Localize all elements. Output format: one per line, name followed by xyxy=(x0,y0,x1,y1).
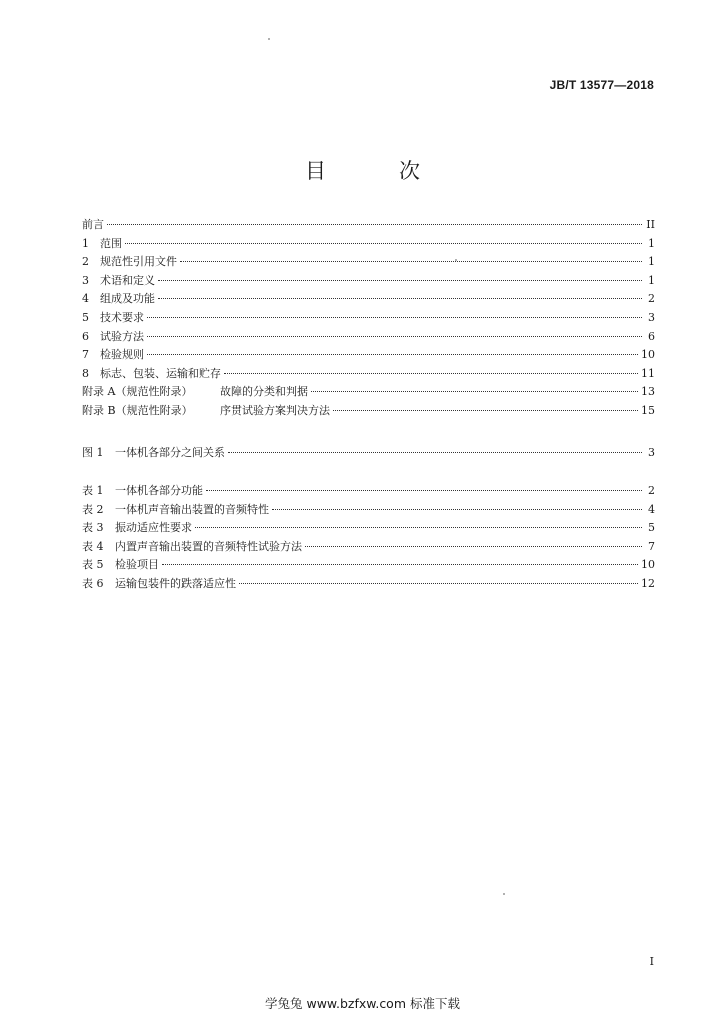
toc-entry-label: 振动适应性要求 xyxy=(115,521,192,535)
toc-entry-page: 6 xyxy=(648,329,655,343)
toc-entry-label: 标志、包装、运输和贮存 xyxy=(100,366,221,380)
toc-entry-number: 6 xyxy=(82,329,89,343)
toc-entry-label: 组成及功能 xyxy=(100,292,155,306)
scan-speck xyxy=(268,38,270,40)
toc-entry-number: 表 3 xyxy=(82,521,104,535)
toc-entry-label: 一体机各部分功能 xyxy=(115,484,203,497)
toc-leader-dots xyxy=(206,490,642,491)
toc-entry-3[interactable] xyxy=(82,272,655,291)
toc-entry-foreword[interactable] xyxy=(82,216,655,235)
toc-entry-label: 运输包装件的跌落适应性 xyxy=(115,576,236,590)
toc-leader-dots xyxy=(224,373,638,374)
toc-entry-page: 2 xyxy=(648,292,655,306)
toc-leader-dots xyxy=(162,564,638,565)
toc-entry-8[interactable] xyxy=(82,365,655,384)
toc-entry-page: 1 xyxy=(648,273,655,287)
toc-entry-table-1[interactable] xyxy=(82,482,655,501)
toc-entry-page: 10 xyxy=(641,348,655,362)
toc-leader-dots xyxy=(180,261,642,262)
toc-entry-figure-1[interactable] xyxy=(82,444,655,463)
toc-entry-page: II xyxy=(646,218,655,231)
toc-leader-dots xyxy=(311,391,638,392)
toc-entry-label: 检验规则 xyxy=(100,348,144,362)
toc-entry-appendix-a[interactable] xyxy=(82,383,655,402)
toc-entry-page: 3 xyxy=(648,310,655,324)
standard-code: JB/T 13577—2018 xyxy=(549,78,654,92)
toc-entry-number: 1 xyxy=(82,236,89,250)
toc-leader-dots xyxy=(239,583,638,584)
toc-leader-dots xyxy=(147,336,642,337)
toc-appendix-number: 附录 A（规范性附录） xyxy=(82,385,193,399)
toc-leader-dots xyxy=(305,546,642,547)
toc-entry-appendix-b[interactable] xyxy=(82,402,655,421)
toc-leader-dots xyxy=(333,410,638,411)
toc-entry-5[interactable] xyxy=(82,309,655,328)
toc-leader-dots xyxy=(125,243,642,244)
scan-speck xyxy=(455,259,457,261)
toc-entry-label: 内置声音输出装置的音频特性试验方法 xyxy=(115,539,302,553)
toc-leader-dots xyxy=(272,509,642,510)
toc-entry-page: 5 xyxy=(648,521,655,535)
toc-leader-dots xyxy=(147,354,638,355)
toc-entry-2[interactable] xyxy=(82,253,655,272)
toc-entry-page: 11 xyxy=(641,366,655,380)
toc-entry-table-4[interactable] xyxy=(82,538,655,557)
toc-entry-page: 4 xyxy=(648,502,655,516)
toc-leader-dots xyxy=(195,527,642,528)
toc-leader-dots xyxy=(228,452,642,453)
toc-entry-7[interactable] xyxy=(82,346,655,365)
toc-entry-label: 规范性引用文件 xyxy=(100,255,177,269)
scan-speck xyxy=(503,893,505,895)
toc-entry-page: 10 xyxy=(641,558,655,572)
toc-entry-page: 15 xyxy=(641,403,655,417)
toc-figures-section xyxy=(82,444,655,463)
toc-entry-4[interactable] xyxy=(82,290,655,309)
toc-entry-page: 13 xyxy=(641,385,655,399)
toc-entry-table-5[interactable] xyxy=(82,556,655,575)
toc-entry-label: 故障的分类和判据 xyxy=(220,385,308,399)
toc-entry-number: 表 4 xyxy=(82,539,104,553)
toc-leader-dots xyxy=(107,224,642,225)
toc-entry-label: 前言 xyxy=(82,218,104,231)
toc-entry-table-6[interactable] xyxy=(82,575,655,594)
toc-entry-label: 技术要求 xyxy=(100,310,144,324)
toc-entry-page: 1 xyxy=(648,236,655,250)
toc-entry-page: 1 xyxy=(648,255,655,269)
toc-entry-page: 7 xyxy=(648,539,655,553)
toc-entry-1[interactable] xyxy=(82,235,655,254)
page-title: 目 次 xyxy=(305,159,446,183)
toc-entry-label: 序贯试验方案判决方法 xyxy=(220,403,330,417)
toc-entry-label: 一体机声音输出装置的音频特性 xyxy=(115,502,269,516)
toc-entry-6[interactable] xyxy=(82,328,655,347)
toc-entry-number: 表 6 xyxy=(82,576,104,590)
toc-entry-label: 术语和定义 xyxy=(100,273,155,287)
toc-entry-number: 7 xyxy=(82,348,89,362)
toc-tables-section xyxy=(82,482,655,594)
toc-entry-label: 一体机各部分之间关系 xyxy=(115,446,225,459)
toc-entry-number: 5 xyxy=(82,310,89,324)
toc-leader-dots xyxy=(158,280,642,281)
toc-appendix-number: 附录 B（规范性附录） xyxy=(82,403,193,417)
toc-entry-label: 试验方法 xyxy=(100,329,144,343)
toc-entry-number: 表 1 xyxy=(82,484,104,497)
toc-entry-page: 2 xyxy=(648,484,655,497)
toc-entry-number: 8 xyxy=(82,366,89,380)
toc-entry-page: 3 xyxy=(648,446,655,459)
toc-entry-number: 3 xyxy=(82,273,89,287)
toc-entry-number: 4 xyxy=(82,292,89,306)
toc-entry-table-3[interactable] xyxy=(82,519,655,538)
toc-entry-label: 检验项目 xyxy=(115,558,159,572)
toc-entry-label: 范围 xyxy=(100,236,122,250)
toc-entry-number: 2 xyxy=(82,255,89,269)
toc-entry-number: 表 5 xyxy=(82,558,104,572)
watermark-text: 学兔兔 www.bzfxw.com 标准下载 xyxy=(265,996,460,1011)
toc-leader-dots xyxy=(147,317,642,318)
toc-entry-number: 图 1 xyxy=(82,446,104,459)
toc-leader-dots xyxy=(158,298,642,299)
page-number: I xyxy=(649,955,654,968)
toc-entry-table-2[interactable] xyxy=(82,501,655,520)
toc-entry-number: 表 2 xyxy=(82,502,104,516)
toc-main-section xyxy=(82,216,655,421)
toc-entry-page: 12 xyxy=(641,576,655,590)
